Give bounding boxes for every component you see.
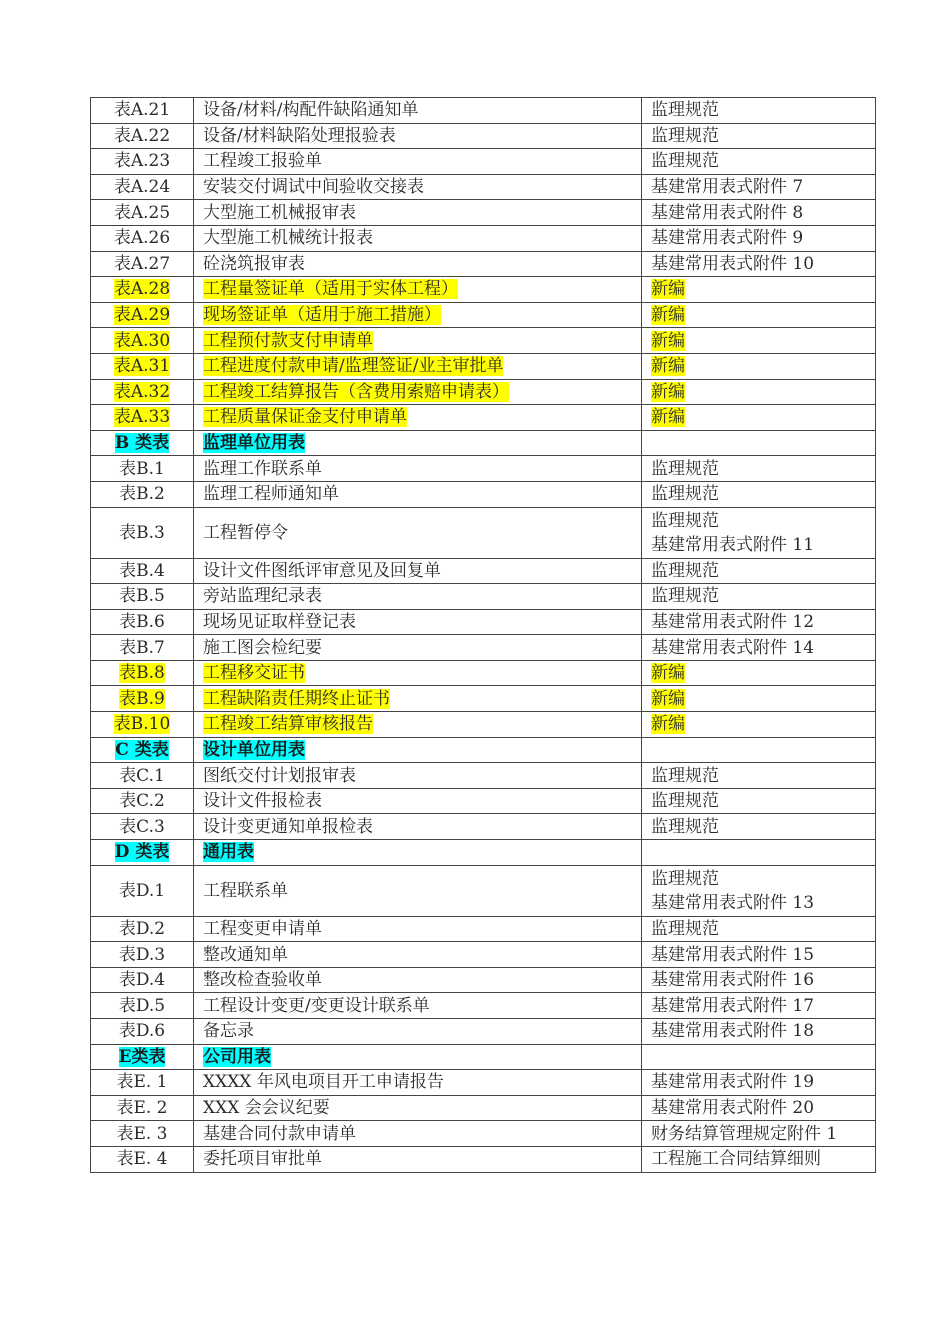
form-code: 表B.10 (113, 714, 171, 735)
table-row (91, 123, 876, 149)
form-source-cell (642, 686, 876, 712)
form-code-cell (91, 353, 194, 379)
form-name-cell (194, 328, 642, 354)
form-code: 表A.27 (113, 253, 171, 274)
form-code-cell (91, 686, 194, 712)
form-code: D 类表 (114, 842, 170, 863)
form-name-cell (194, 1095, 642, 1121)
form-source-cell (642, 737, 876, 763)
form-source: 财务结算管理规定附件 1 (651, 1123, 838, 1144)
table-row (91, 865, 876, 916)
form-code: 表B.4 (119, 560, 165, 581)
form-source: 基建常用表式附件 9 (651, 228, 804, 249)
form-name: 大型施工机械统计报表 (203, 228, 373, 249)
form-name-cell (194, 1070, 642, 1096)
form-source: 监理规范 (651, 918, 719, 939)
form-name-cell (194, 686, 642, 712)
form-source-cell (642, 430, 876, 456)
table-row (91, 1146, 876, 1172)
table-row (91, 558, 876, 584)
form-source: 监理规范 (651, 510, 719, 531)
form-name-cell (194, 763, 642, 789)
form-code-cell (91, 1095, 194, 1121)
form-name: 施工图会检纪要 (203, 637, 322, 658)
form-source: 监理规范 (651, 791, 719, 812)
form-name: 工程移交证书 (203, 663, 305, 684)
form-source-cell (642, 328, 876, 354)
form-name-cell (194, 225, 642, 251)
form-name: 砼浇筑报审表 (203, 253, 305, 274)
form-name: 工程竣工结算报告（含费用索赔申请表） (203, 381, 509, 402)
form-code: 表C.3 (119, 816, 165, 837)
form-code-cell (91, 660, 194, 686)
form-source-cell (642, 149, 876, 175)
form-code-cell (91, 1121, 194, 1147)
form-code-cell (91, 763, 194, 789)
form-source-cell (642, 993, 876, 1019)
form-name: 现场签证单（适用于施工措施） (203, 305, 441, 326)
form-source-cell (642, 1070, 876, 1096)
form-name: 大型施工机械报审表 (203, 202, 356, 223)
form-code-cell (91, 737, 194, 763)
form-code-cell (91, 430, 194, 456)
form-name: 图纸交付计划报审表 (203, 765, 356, 786)
form-name: 工程变更申请单 (203, 918, 322, 939)
form-source-cell (642, 225, 876, 251)
form-code: 表E. 3 (116, 1123, 168, 1144)
table-row (91, 584, 876, 610)
form-source: 新编 (651, 381, 685, 402)
form-code: 表A.30 (113, 330, 171, 351)
table-row (91, 251, 876, 277)
form-source-cell (642, 558, 876, 584)
form-source-cell (642, 584, 876, 610)
form-name: 监理单位用表 (203, 433, 305, 454)
form-source: 监理规范 (651, 868, 719, 889)
form-code-cell (91, 865, 194, 916)
table-row (91, 788, 876, 814)
form-source: 监理规范 (651, 458, 719, 479)
form-name-cell (194, 635, 642, 661)
form-name-cell (194, 712, 642, 738)
form-source-cell (642, 200, 876, 226)
table-row (91, 225, 876, 251)
form-name: 工程设计变更/变更设计联系单 (203, 995, 430, 1016)
form-code-cell (91, 98, 194, 124)
form-source-cell (642, 1095, 876, 1121)
form-source: 基建常用表式附件 8 (651, 202, 804, 223)
form-source: 新编 (651, 305, 685, 326)
form-name: 工程竣工结算审核报告 (203, 714, 373, 735)
form-name-cell (194, 865, 642, 916)
form-source-cell (642, 763, 876, 789)
form-code: 表A.29 (113, 305, 171, 326)
form-code-cell (91, 635, 194, 661)
form-code-cell (91, 456, 194, 482)
form-source-cell (642, 1121, 876, 1147)
form-source: 监理规范 (651, 560, 719, 581)
form-source: 新编 (651, 407, 685, 428)
form-source: 监理规范 (651, 586, 719, 607)
table-row (91, 712, 876, 738)
form-source: 新编 (651, 330, 685, 351)
category-row (91, 840, 876, 866)
form-code-cell (91, 123, 194, 149)
table-row (91, 174, 876, 200)
form-name: 设计单位用表 (203, 739, 305, 760)
form-source-cell (642, 379, 876, 405)
table-row (91, 405, 876, 431)
form-source-cell (642, 302, 876, 328)
form-name: 整改通知单 (203, 944, 288, 965)
form-name: XXXX 年风电项目开工申请报告 (203, 1072, 444, 1093)
form-name-cell (194, 98, 642, 124)
form-name-cell (194, 737, 642, 763)
form-name-cell (194, 660, 642, 686)
table-row (91, 814, 876, 840)
form-code: 表E. 1 (116, 1072, 168, 1093)
form-source: 基建常用表式附件 14 (651, 637, 815, 658)
table-row (91, 609, 876, 635)
form-code: 表A.31 (113, 356, 171, 377)
form-source-cell (642, 635, 876, 661)
form-source-cell (642, 840, 876, 866)
table-row (91, 1070, 876, 1096)
table-row (91, 660, 876, 686)
form-name-cell (194, 174, 642, 200)
form-code-cell (91, 1019, 194, 1045)
form-code: 表A.33 (113, 407, 171, 428)
table-row (91, 942, 876, 968)
form-name-cell (194, 609, 642, 635)
form-name: 旁站监理纪录表 (203, 586, 322, 607)
form-name-cell (194, 405, 642, 431)
form-name-cell (194, 481, 642, 507)
category-row (91, 430, 876, 456)
form-code-cell (91, 942, 194, 968)
form-name-cell (194, 788, 642, 814)
table-row (91, 456, 876, 482)
form-source-cell (642, 174, 876, 200)
form-name-cell (194, 507, 642, 558)
form-source: 基建常用表式附件 19 (651, 1072, 815, 1093)
form-source: 监理规范 (651, 151, 719, 172)
form-code: 表C.1 (119, 765, 165, 786)
form-code-cell (91, 328, 194, 354)
form-code-cell (91, 1146, 194, 1172)
form-index-table (90, 97, 876, 1173)
form-source: 基建常用表式附件 13 (651, 892, 815, 913)
form-source: 新编 (651, 714, 685, 735)
form-source: 基建常用表式附件 10 (651, 253, 815, 274)
form-name: 设计文件图纸评审意见及回复单 (203, 560, 441, 581)
form-name-cell (194, 430, 642, 456)
table-row (91, 353, 876, 379)
form-source-cell (642, 481, 876, 507)
form-name: 监理工作联系单 (203, 458, 322, 479)
form-source: 新编 (651, 663, 685, 684)
form-code-cell (91, 251, 194, 277)
form-source-cell (642, 123, 876, 149)
form-name-cell (194, 840, 642, 866)
form-name: 设备/材料/构配件缺陷通知单 (203, 100, 419, 121)
form-source-cell (642, 251, 876, 277)
form-name-cell (194, 1019, 642, 1045)
form-source: 基建常用表式附件 20 (651, 1098, 815, 1119)
form-source-cell (642, 609, 876, 635)
form-name-cell (194, 584, 642, 610)
form-code: 表E. 2 (116, 1098, 168, 1119)
form-code-cell (91, 712, 194, 738)
form-name: 工程质量保证金支付申请单 (203, 407, 407, 428)
form-index-table-body (91, 98, 876, 1173)
form-name: 设计文件报检表 (203, 791, 322, 812)
form-source-cell (642, 660, 876, 686)
form-code-cell (91, 481, 194, 507)
form-code: 表B.5 (119, 586, 165, 607)
form-name-cell (194, 942, 642, 968)
table-row (91, 1019, 876, 1045)
form-code: 表D.4 (118, 970, 166, 991)
table-row (91, 200, 876, 226)
form-source-cell (642, 507, 876, 558)
form-name: 委托项目审批单 (203, 1149, 322, 1170)
form-source-cell (642, 942, 876, 968)
form-code-cell (91, 277, 194, 303)
form-code-cell (91, 379, 194, 405)
table-row (91, 686, 876, 712)
form-source: 基建常用表式附件 7 (651, 177, 804, 198)
form-name: 公司用表 (203, 1046, 271, 1067)
form-source: 基建常用表式附件 11 (651, 534, 815, 555)
table-row (91, 1121, 876, 1147)
form-source-cell (642, 1044, 876, 1070)
form-name-cell (194, 814, 642, 840)
form-name: 整改检查验收单 (203, 970, 322, 991)
form-code: 表A.32 (113, 381, 171, 402)
form-code: 表B.8 (119, 663, 165, 684)
form-source: 基建常用表式附件 17 (651, 995, 815, 1016)
form-source: 基建常用表式附件 18 (651, 1021, 815, 1042)
form-name: 工程进度付款申请/监理签证/业主审批单 (203, 356, 504, 377)
form-code: 表B.6 (119, 611, 165, 632)
form-code: 表B.1 (119, 458, 165, 479)
form-code-cell (91, 993, 194, 1019)
form-name-cell (194, 277, 642, 303)
table-row (91, 481, 876, 507)
form-code: C 类表 (115, 739, 169, 760)
form-code: 表A.28 (113, 279, 171, 300)
table-row (91, 967, 876, 993)
form-name-cell (194, 353, 642, 379)
form-name-cell (194, 1044, 642, 1070)
form-source-cell (642, 405, 876, 431)
form-code: 表B.9 (119, 688, 165, 709)
form-name-cell (194, 123, 642, 149)
form-source: 监理规范 (651, 816, 719, 837)
form-source: 监理规范 (651, 484, 719, 505)
table-row (91, 379, 876, 405)
form-code-cell (91, 609, 194, 635)
form-name-cell (194, 302, 642, 328)
form-code-cell (91, 302, 194, 328)
form-name: 工程缺陷责任期终止证书 (203, 688, 390, 709)
table-row (91, 149, 876, 175)
form-name-cell (194, 558, 642, 584)
table-row (91, 98, 876, 124)
form-source: 基建常用表式附件 15 (651, 944, 815, 965)
form-code-cell (91, 405, 194, 431)
form-code: 表B.7 (119, 637, 165, 658)
form-name: 通用表 (203, 842, 254, 863)
form-source-cell (642, 456, 876, 482)
form-name: 工程竣工报验单 (203, 151, 322, 172)
form-code-cell (91, 149, 194, 175)
form-name-cell (194, 200, 642, 226)
category-row (91, 1044, 876, 1070)
form-name-cell (194, 456, 642, 482)
form-code-cell (91, 558, 194, 584)
form-name: 设备/材料缺陷处理报验表 (203, 125, 396, 146)
form-code: 表B.3 (119, 522, 165, 543)
form-source: 新编 (651, 688, 685, 709)
form-source-cell (642, 98, 876, 124)
form-code: 表A.23 (113, 151, 171, 172)
form-source: 新编 (651, 279, 685, 300)
form-source: 监理规范 (651, 100, 719, 121)
table-row (91, 277, 876, 303)
form-name-cell (194, 149, 642, 175)
table-row (91, 635, 876, 661)
table-row (91, 763, 876, 789)
form-name-cell (194, 1121, 642, 1147)
form-source: 基建常用表式附件 12 (651, 611, 815, 632)
form-code: 表D.6 (118, 1021, 166, 1042)
form-code: 表A.22 (113, 125, 171, 146)
form-source-cell (642, 865, 876, 916)
form-code: 表D.2 (118, 918, 166, 939)
form-code-cell (91, 200, 194, 226)
form-name: 工程暂停令 (203, 522, 288, 543)
form-code-cell (91, 174, 194, 200)
form-source: 基建常用表式附件 16 (651, 970, 815, 991)
table-row (91, 507, 876, 558)
form-source-cell (642, 1146, 876, 1172)
form-code: 表D.3 (118, 944, 166, 965)
form-name-cell (194, 1146, 642, 1172)
form-code: 表D.5 (118, 995, 166, 1016)
form-name-cell (194, 916, 642, 942)
form-code-cell (91, 840, 194, 866)
form-code-cell (91, 967, 194, 993)
form-name: 基建合同付款申请单 (203, 1123, 356, 1144)
form-name: 工程预付款支付申请单 (203, 330, 373, 351)
form-source-cell (642, 916, 876, 942)
form-code: E类表 (118, 1046, 166, 1067)
form-code-cell (91, 225, 194, 251)
form-code-cell (91, 584, 194, 610)
table-row (91, 1095, 876, 1121)
form-code-cell (91, 916, 194, 942)
form-name: XXX 会会议纪要 (203, 1098, 330, 1119)
form-source-cell (642, 1019, 876, 1045)
form-code-cell (91, 1044, 194, 1070)
form-code: 表A.26 (113, 228, 171, 249)
form-code-cell (91, 1070, 194, 1096)
form-code: 表A.21 (113, 100, 171, 121)
form-code: 表D.1 (118, 880, 166, 901)
form-name: 监理工程师通知单 (203, 484, 339, 505)
form-name: 备忘录 (203, 1021, 254, 1042)
table-row (91, 328, 876, 354)
form-source-cell (642, 277, 876, 303)
form-name-cell (194, 993, 642, 1019)
form-name: 工程联系单 (203, 880, 288, 901)
form-code: 表A.24 (113, 177, 171, 198)
form-source: 监理规范 (651, 765, 719, 786)
category-row (91, 737, 876, 763)
form-source-cell (642, 712, 876, 738)
form-name-cell (194, 379, 642, 405)
form-name: 安装交付调试中间验收交接表 (203, 177, 424, 198)
form-code-cell (91, 788, 194, 814)
form-source: 新编 (651, 356, 685, 377)
form-source-cell (642, 814, 876, 840)
form-source-cell (642, 353, 876, 379)
table-row (91, 302, 876, 328)
form-source: 监理规范 (651, 125, 719, 146)
table-row (91, 916, 876, 942)
form-source-cell (642, 967, 876, 993)
form-source-cell (642, 788, 876, 814)
form-source: 工程施工合同结算细则 (651, 1149, 821, 1170)
form-name-cell (194, 251, 642, 277)
table-row (91, 993, 876, 1019)
form-name: 设计变更通知单报检表 (203, 816, 373, 837)
form-code: 表C.2 (119, 791, 165, 812)
form-code-cell (91, 814, 194, 840)
form-code-cell (91, 507, 194, 558)
form-code: 表E. 4 (116, 1149, 168, 1170)
form-code: 表A.25 (113, 202, 171, 223)
form-name: 现场见证取样登记表 (203, 611, 356, 632)
form-code: B 类表 (114, 433, 170, 454)
form-name-cell (194, 967, 642, 993)
form-code: 表B.2 (119, 484, 165, 505)
form-name: 工程量签证单（适用于实体工程） (203, 279, 458, 300)
